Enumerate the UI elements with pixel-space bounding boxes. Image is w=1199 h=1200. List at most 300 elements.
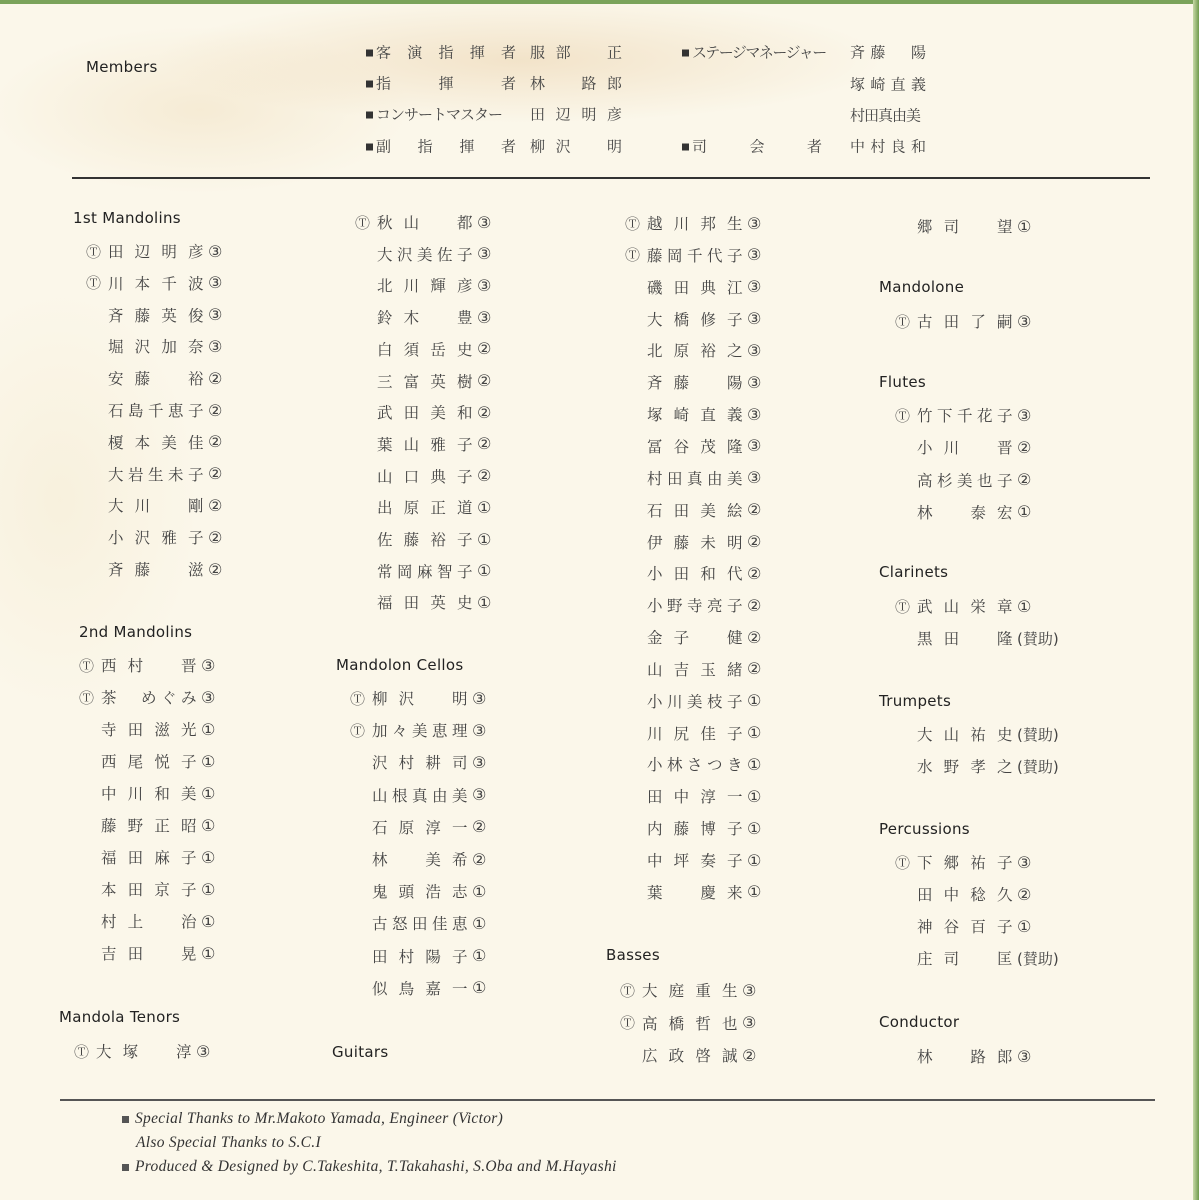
member-name: 加々美恵理 [372, 722, 468, 741]
section-heading: Clarinets [879, 563, 949, 581]
grade-badge: ③ [747, 245, 762, 265]
member-entry [86, 526, 222, 548]
member-name: 村田真由美 [647, 469, 743, 488]
member-name: 竹下千花子 [917, 407, 1013, 425]
grade-badge: ③ [742, 1013, 757, 1032]
member-name: 内藤博子 [647, 820, 743, 839]
member-entry [625, 849, 761, 871]
member-entry [625, 435, 761, 457]
grade-badge: ① [472, 913, 487, 933]
member-name: 石島千恵子 [108, 402, 204, 420]
member-entry [79, 878, 215, 900]
grade-badge: ③ [208, 305, 223, 325]
grade-badge: ② [747, 595, 762, 615]
grade-badge: ③ [747, 436, 762, 456]
grade-badge: ② [208, 495, 223, 515]
grade-badge: (賛助) [1017, 949, 1059, 968]
member-name: 常岡麻智子 [377, 562, 473, 581]
member-role: コンサートマスター [366, 104, 516, 125]
member-name: 中坪奏子 [647, 852, 743, 870]
member-name: 武田美和 [377, 404, 473, 423]
grade-badge: ① [201, 847, 216, 867]
member-name: 磯田典江 [647, 278, 743, 297]
member-entry [355, 433, 491, 455]
member-name: 庄司 匡 [917, 950, 1013, 968]
divider-bottom [60, 1099, 1155, 1101]
section-heading: Percussions [879, 820, 970, 838]
grade-badge: ① [201, 719, 216, 739]
member-entry [625, 499, 761, 521]
member-entry [355, 465, 491, 487]
leader-mark: Ⓣ [895, 597, 911, 616]
grade-badge: ① [477, 529, 492, 549]
member-name: 村上 治 [101, 913, 197, 931]
member-name: 塚崎直義 [850, 75, 926, 94]
member-name: 小野寺亮子 [647, 597, 743, 616]
grade-badge: ② [472, 849, 487, 869]
member-name: 斉藤 滋 [108, 561, 204, 579]
member-entry [355, 591, 491, 613]
grade-badge: ① [201, 815, 216, 835]
member-entry [895, 436, 1031, 458]
grade-badge: ③ [747, 340, 762, 360]
grade-badge: ② [747, 532, 762, 551]
member-entry [355, 211, 491, 233]
member-entry [625, 562, 761, 584]
member-entry [350, 816, 486, 838]
member-entry [350, 751, 486, 773]
member-name: 斉藤 陽 [850, 43, 926, 62]
member-name: 小沢雅子 [108, 529, 204, 548]
member-entry [355, 528, 491, 550]
member-name: 田中稔久 [917, 886, 1013, 904]
member-name: 川尻佳子 [647, 724, 743, 743]
member-name: 村田真由美 [850, 106, 921, 125]
member-entry [79, 942, 215, 964]
grade-badge: ② [747, 659, 762, 679]
member-name: 山吉玉緒 [647, 660, 743, 679]
grade-badge: ③ [747, 309, 762, 329]
member-name: 大庭重生 [642, 982, 738, 1000]
member-entry [625, 276, 761, 298]
member-name: 田辺明彦 [530, 105, 622, 124]
member-entry [625, 244, 761, 266]
member-entry [79, 750, 215, 772]
member-name: 大川 剛 [108, 497, 204, 516]
grade-badge: ③ [472, 720, 487, 740]
member-name: 安藤 裕 [108, 370, 204, 389]
member-entry [625, 785, 761, 807]
member-name: 田村陽子 [372, 947, 468, 966]
member-role: 副指揮者 [366, 136, 516, 157]
leader-mark: Ⓣ [86, 242, 102, 261]
member-name: 小川 晋 [917, 439, 1013, 458]
section-heading: Flutes [879, 373, 927, 391]
grade-badge: ③ [208, 241, 223, 261]
member-name: 西尾悦子 [101, 753, 197, 771]
member-entry [86, 399, 222, 421]
member-entry [625, 531, 761, 553]
member-entry [620, 979, 756, 1001]
member-name: 武山栄章 [917, 598, 1013, 616]
grade-badge: ③ [742, 980, 757, 1000]
member-name: 山口典子 [377, 467, 473, 486]
leader-mark: Ⓣ [86, 274, 102, 293]
member-name: 服部 正 [530, 43, 622, 62]
grade-badge: ② [208, 432, 223, 452]
member-name: 田辺明彦 [108, 243, 204, 261]
grade-badge: ③ [477, 212, 492, 232]
member-name: 茶 めぐみ [101, 689, 197, 707]
grade-badge: ① [201, 751, 216, 771]
member-entry [355, 306, 491, 328]
grade-badge: ① [472, 946, 487, 966]
section-heading: Mandolone [879, 278, 965, 296]
member-name: 石原淳一 [372, 818, 468, 837]
section-heading: Guitars [332, 1043, 389, 1061]
member-name: 福田英史 [377, 594, 473, 613]
member-entry [625, 817, 761, 839]
member-name: 中川和美 [101, 785, 197, 803]
member-entry [350, 687, 486, 709]
section-heading: Basses [606, 946, 660, 964]
member-name: 小林さつき [647, 756, 743, 775]
grade-badge: ① [747, 818, 762, 838]
member-entry [895, 915, 1031, 937]
member-name: 下郷祐子 [917, 854, 1013, 872]
member-entry [895, 947, 1059, 969]
leader-mark: Ⓣ [895, 312, 911, 331]
member-entry [79, 846, 215, 868]
member-name: 吉田 晃 [101, 945, 197, 963]
grade-badge: ② [1017, 470, 1032, 490]
grade-badge: (賛助) [1017, 629, 1059, 648]
grade-badge: ③ [747, 372, 762, 392]
grade-badge: ② [747, 500, 762, 520]
grade-badge: ② [742, 1045, 757, 1065]
member-entry [86, 494, 222, 516]
member-entry [350, 848, 486, 870]
member-name: 本田京子 [101, 881, 197, 899]
member-name: 藤野正昭 [101, 817, 197, 835]
leader-mark: Ⓣ [355, 213, 371, 232]
leader-mark: Ⓣ [625, 214, 641, 233]
grade-badge: ② [477, 434, 492, 454]
member-role: 指揮者 [366, 73, 516, 94]
grade-badge: ③ [201, 687, 216, 707]
grade-badge: ③ [196, 1041, 211, 1061]
member-name: 石田美絵 [647, 501, 743, 520]
member-name: 鬼頭浩志 [372, 883, 468, 902]
member-name: 堀沢加奈 [108, 338, 204, 357]
grade-badge: ③ [477, 244, 492, 264]
member-entry [350, 912, 486, 934]
leader-mark: Ⓣ [625, 246, 641, 265]
member-name: 秋山 都 [377, 214, 473, 232]
member-name: 中村良和 [850, 137, 926, 156]
member-name: 大塚 淳 [96, 1043, 192, 1061]
grade-badge: ① [201, 879, 216, 899]
member-name: 神谷百子 [917, 918, 1013, 936]
member-name: 林 美希 [372, 851, 468, 869]
member-entry [895, 755, 1059, 777]
leader-mark: Ⓣ [620, 981, 636, 1000]
member-name: 小田和代 [647, 565, 743, 584]
member-entry [79, 814, 215, 836]
member-entry [350, 977, 486, 999]
grade-badge: ③ [747, 213, 762, 233]
member-entry [620, 1044, 756, 1066]
member-name: 伊藤未明 [647, 533, 743, 552]
member-entry [625, 658, 761, 680]
member-name: 古田了嗣 [917, 313, 1013, 331]
grade-badge: ② [472, 817, 487, 837]
grade-badge: ② [747, 563, 762, 583]
grade-badge: ③ [477, 275, 492, 295]
member-entry [895, 215, 1031, 237]
member-name: 北川輝彦 [377, 277, 473, 296]
member-entry [625, 753, 761, 775]
member-entry [895, 1045, 1031, 1067]
member-name: 小川美枝子 [647, 692, 743, 711]
grade-badge: (賛助) [1017, 757, 1059, 776]
grade-badge: ③ [477, 307, 492, 327]
member-name: 寺田滋光 [101, 721, 197, 739]
grade-badge: ① [747, 850, 762, 870]
member-name: 三富英樹 [377, 372, 473, 391]
member-entry [895, 595, 1031, 617]
member-name: 葉 慶来 [647, 883, 743, 902]
grade-badge: ① [472, 978, 487, 998]
member-entry [625, 594, 761, 616]
member-name: 越川邦生 [647, 215, 743, 233]
member-entry [625, 626, 761, 648]
grade-badge: ③ [208, 336, 223, 356]
member-entry [86, 272, 222, 294]
member-name: 林 泰宏 [917, 503, 1013, 522]
member-entry [74, 1040, 210, 1062]
member-name: 田中淳一 [647, 788, 743, 807]
member-name: 鈴木 豊 [377, 309, 473, 328]
member-entry [625, 212, 761, 234]
member-name: 郷司 望 [917, 218, 1013, 236]
grade-badge: ③ [747, 404, 762, 424]
member-name: 白須岳史 [377, 340, 473, 359]
member-name: 塚崎直義 [647, 406, 743, 425]
member-name: 斉藤 陽 [647, 374, 743, 393]
grade-badge: ③ [1017, 311, 1032, 331]
member-entry [620, 1012, 756, 1034]
member-entry [355, 401, 491, 423]
member-entry [355, 338, 491, 360]
grade-badge: ③ [747, 468, 762, 488]
member-entry [86, 431, 222, 453]
grade-badge: ① [1017, 916, 1032, 936]
member-name: 藤岡千代子 [647, 246, 743, 265]
member-name: 北原裕之 [647, 342, 743, 361]
divider-top [72, 177, 1150, 179]
grade-badge: ① [1017, 502, 1032, 522]
member-entry [895, 723, 1059, 745]
member-name: 柳沢 明 [530, 137, 622, 156]
member-entry [355, 496, 491, 518]
member-name: 沢村耕司 [372, 754, 468, 773]
leader-mark: Ⓣ [895, 853, 911, 872]
member-entry [625, 403, 761, 425]
section-heading: Mandola Tenors [59, 1008, 181, 1026]
grade-badge: (賛助) [1017, 725, 1059, 744]
grade-badge: ③ [208, 273, 223, 293]
member-entry [79, 782, 215, 804]
member-entry [86, 367, 222, 389]
member-entry [355, 370, 491, 392]
grade-badge: ② [747, 627, 762, 647]
member-entry [79, 910, 215, 932]
grade-badge: ② [477, 402, 492, 422]
member-entry [350, 880, 486, 902]
leader-mark: Ⓣ [74, 1042, 90, 1061]
member-name: 大岩生未子 [108, 465, 204, 484]
member-name: 似鳥嘉一 [372, 979, 468, 998]
section-heading: 1st Mandolins [73, 209, 181, 227]
member-entry [895, 851, 1031, 873]
member-name: 西村 晋 [101, 657, 197, 675]
member-entry [895, 883, 1031, 905]
grade-badge: ③ [747, 277, 762, 297]
grade-badge: ① [747, 723, 762, 743]
grade-badge: ② [477, 371, 492, 390]
member-name: 高杉美也子 [917, 471, 1013, 490]
member-entry [350, 719, 486, 741]
section-heading: Mandolon Cellos [336, 656, 464, 674]
grade-badge: ② [208, 527, 223, 547]
footer-thanks: Special Thanks to Mr.Makoto Yamada, Engineer (Victor) [122, 1110, 503, 1128]
member-entry [86, 335, 222, 357]
member-entry [625, 690, 761, 712]
grade-badge: ① [1017, 216, 1032, 236]
member-name: 古怒田佳恵 [372, 915, 468, 934]
grade-badge: ① [201, 911, 216, 931]
member-entry [350, 945, 486, 967]
member-name: 水野孝之 [917, 758, 1013, 776]
member-entry [86, 240, 222, 262]
member-name: 大沢美佐子 [377, 245, 473, 264]
grade-badge: ② [208, 559, 223, 579]
member-entry [350, 784, 486, 806]
member-entry [79, 718, 215, 740]
leader-mark: Ⓣ [79, 688, 95, 707]
grade-badge: ① [747, 691, 762, 711]
member-entry [895, 501, 1031, 523]
member-entry [79, 686, 215, 708]
member-entry [355, 560, 491, 582]
member-name: 斉藤英俊 [108, 306, 204, 325]
grade-badge: ① [472, 881, 487, 901]
member-name: 黒田 隆 [917, 630, 1013, 648]
grade-badge: ③ [201, 655, 216, 675]
grade-badge: ② [1017, 437, 1032, 457]
grade-badge: ③ [1017, 1046, 1032, 1066]
member-name: 葉山雅子 [377, 435, 473, 454]
grade-badge: ② [477, 339, 492, 359]
member-entry [895, 469, 1031, 491]
member-name: 高橋哲也 [642, 1014, 738, 1033]
leader-mark: Ⓣ [79, 656, 95, 675]
member-name: 山根真由美 [372, 786, 468, 805]
section-heading: Conductor [879, 1013, 960, 1031]
grade-badge: ① [477, 592, 492, 612]
leader-mark: Ⓣ [895, 406, 911, 425]
grade-badge: ③ [1017, 405, 1032, 425]
grade-badge: ② [1017, 884, 1032, 904]
member-entry [625, 467, 761, 489]
grade-badge: ① [201, 783, 216, 803]
member-role: 客演指揮者 [366, 42, 516, 63]
member-entry [86, 304, 222, 326]
page-right-edge [1193, 0, 1199, 1200]
member-entry [625, 722, 761, 744]
grade-badge: ③ [472, 752, 487, 772]
leader-mark: Ⓣ [350, 689, 366, 708]
grade-badge: ① [747, 786, 762, 806]
member-name: 大橋修子 [647, 310, 743, 329]
member-name: 林 路郎 [530, 74, 622, 93]
member-name: 福田麻子 [101, 849, 197, 867]
member-name: 金子 健 [647, 629, 743, 648]
member-name: 大山祐史 [917, 726, 1013, 744]
grade-badge: ③ [472, 785, 487, 805]
section-heading: Trumpets [879, 692, 952, 710]
member-name: 林 路郎 [917, 1048, 1013, 1066]
member-name: 広政啓誠 [642, 1047, 738, 1065]
member-entry [79, 654, 215, 676]
member-entry [895, 310, 1031, 332]
member-entry [86, 463, 222, 485]
section-heading: 2nd Mandolins [79, 623, 193, 641]
grade-badge: ① [747, 882, 762, 902]
leader-mark: Ⓣ [350, 721, 366, 740]
member-entry [625, 308, 761, 330]
member-entry [625, 339, 761, 361]
page-top-edge [0, 0, 1199, 4]
member-entry [86, 558, 222, 580]
member-name: 榎本美佳 [108, 433, 204, 452]
grade-badge: ① [747, 754, 762, 774]
grade-badge: ③ [1017, 852, 1032, 872]
member-entry [355, 274, 491, 296]
member-name: 川本千波 [108, 274, 204, 293]
grade-badge: ① [477, 561, 492, 581]
member-entry [895, 627, 1059, 649]
grade-badge: ② [208, 400, 223, 420]
member-name: 冨谷茂隆 [647, 437, 743, 456]
grade-badge: ③ [472, 688, 487, 708]
member-entry [895, 404, 1031, 426]
grade-badge: ② [208, 464, 223, 484]
member-entry [625, 371, 761, 393]
footer-thanks-sci: Also Special Thanks to S.C.I [136, 1134, 321, 1151]
grade-badge: ② [477, 466, 492, 486]
members-title: Members [86, 58, 158, 76]
grade-badge: ① [477, 497, 492, 517]
member-name: 柳沢 明 [372, 690, 468, 708]
leader-mark: Ⓣ [620, 1014, 636, 1032]
member-role: ステージマネージャー [682, 42, 826, 63]
grade-badge: ① [1017, 596, 1032, 616]
grade-badge: ② [208, 368, 223, 388]
grade-badge: ① [201, 943, 216, 963]
member-entry [625, 881, 761, 903]
